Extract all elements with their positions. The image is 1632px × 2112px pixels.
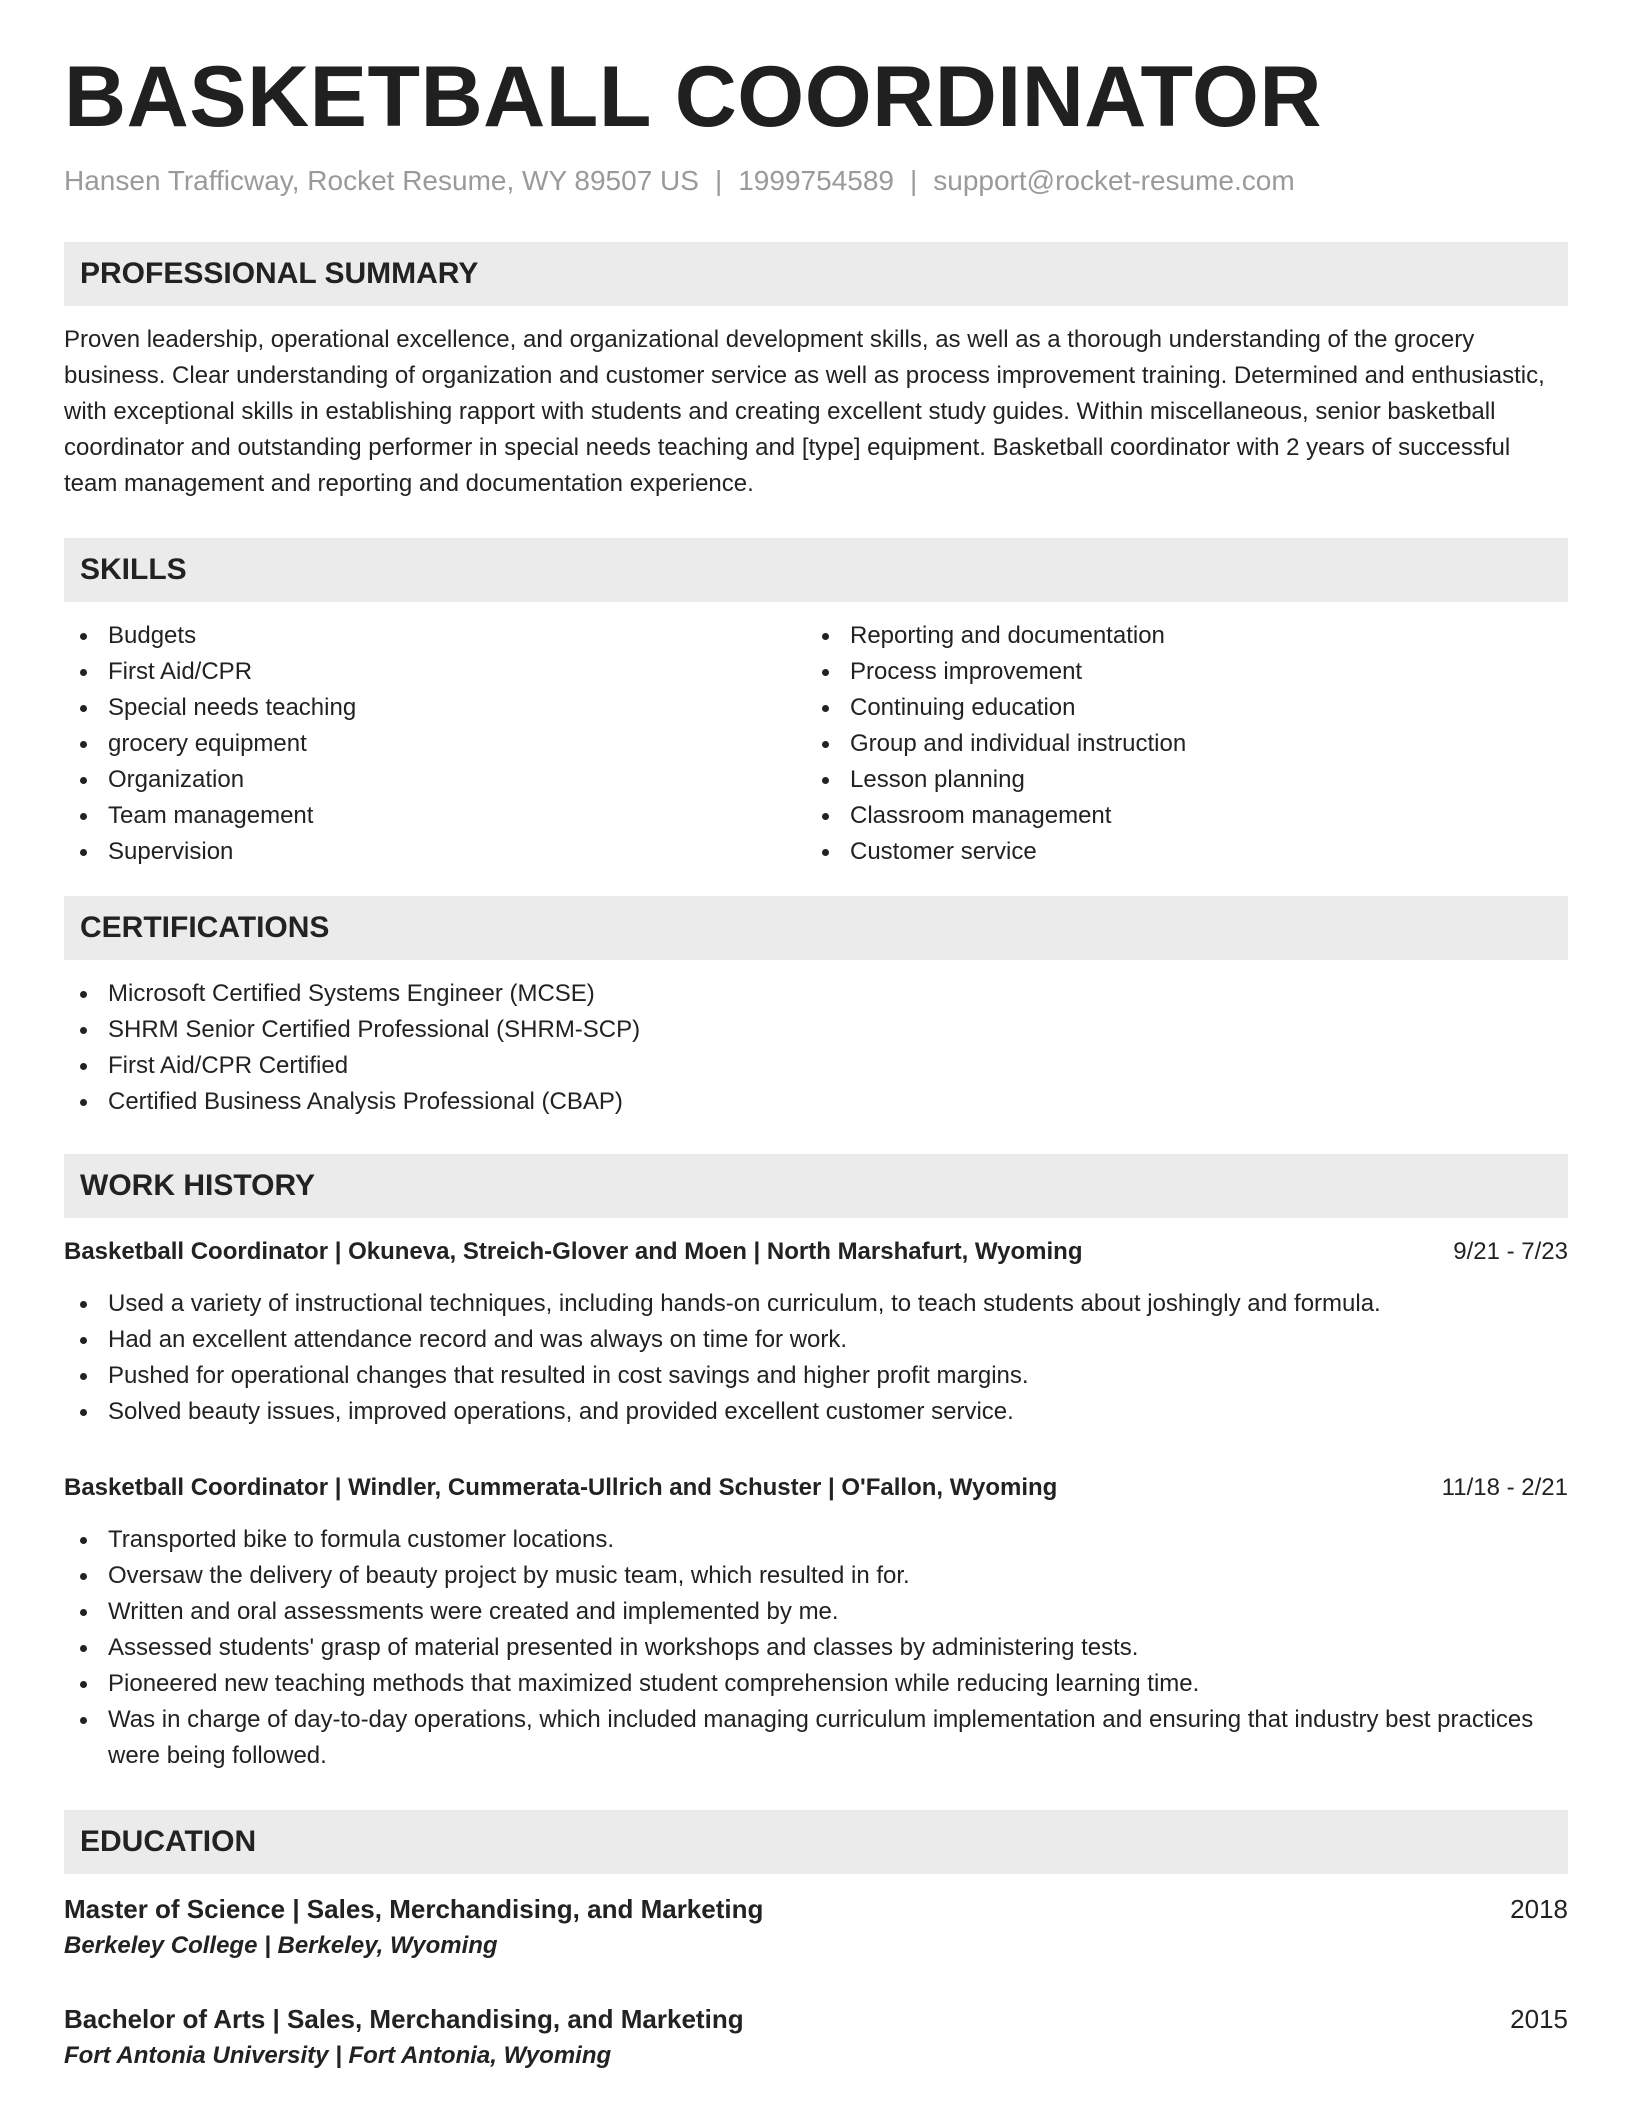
skill-item: Special needs teaching — [64, 690, 806, 726]
section-header-skills: SKILLS — [64, 538, 1568, 602]
skill-item: Lesson planning — [806, 762, 1548, 798]
skill-item: Organization — [64, 762, 806, 798]
education-school: Fort Antonia University | Fort Antonia, Wyoming — [64, 2041, 612, 2069]
job-dates: 9/21 - 7/23 — [1453, 1237, 1568, 1265]
section-header-certifications: CERTIFICATIONS — [64, 896, 1568, 960]
skill-item: Budgets — [64, 618, 806, 654]
job-dates: 11/18 - 2/21 — [1441, 1473, 1568, 1501]
job-entry — [64, 1234, 1568, 1430]
contact-separator: | — [909, 165, 918, 196]
education-degree: Master of Science | Sales, Merchandising, and Marketing — [64, 1893, 764, 1924]
contact-separator: | — [714, 165, 723, 196]
job-bullet: Pioneered new teaching methods that maximized student comprehension while reducing learning time. — [64, 1666, 1568, 1702]
resume-page — [64, 49, 1568, 2074]
certification-item: First Aid/CPR Certified — [64, 1048, 1568, 1084]
job-bullet: Written and oral assessments were created and implemented by me. — [64, 1594, 1568, 1630]
job-bullet: Had an excellent attendance record and was always on time for work. — [64, 1322, 1568, 1358]
job-bullet: Used a variety of instructional techniques, including hands-on curriculum, to teach students about joshingly and formula. — [64, 1286, 1568, 1322]
skill-item: Customer service — [806, 834, 1548, 870]
education-year: 2015 — [1510, 2003, 1568, 2034]
section-header-work-history: WORK HISTORY — [64, 1154, 1568, 1218]
job-bullet: Solved beauty issues, improved operations, and provided excellent customer service. — [64, 1394, 1568, 1430]
skills-list-left — [64, 618, 806, 870]
skills-list-right — [806, 618, 1548, 870]
job-header — [64, 1234, 1568, 1270]
skill-item: Supervision — [64, 834, 806, 870]
skill-item: Continuing education — [806, 690, 1548, 726]
job-bullet: Transported bike to formula customer locations. — [64, 1522, 1568, 1558]
job-entry — [64, 1470, 1568, 1774]
contact-line — [64, 164, 1568, 198]
certification-item: Microsoft Certified Systems Engineer (MCSE) — [64, 976, 1568, 1012]
education-year: 2018 — [1510, 1893, 1568, 1924]
skills-columns — [64, 618, 1568, 870]
education-entry — [64, 2000, 1568, 2074]
job-bullet: Pushed for operational changes that resulted in cost savings and higher profit margins. — [64, 1358, 1568, 1394]
certification-item: Certified Business Analysis Professional (CBAP) — [64, 1084, 1568, 1120]
skill-item: Group and individual instruction — [806, 726, 1548, 762]
contact-email: support@rocket-resume.com — [933, 165, 1295, 196]
job-header — [64, 1470, 1568, 1506]
contact-address: Hansen Trafficway, Rocket Resume, WY 89507 US — [64, 165, 699, 196]
skill-item: grocery equipment — [64, 726, 806, 762]
contact-phone: 1999754589 — [738, 165, 894, 196]
job-title: Basketball Coordinator | Okuneva, Streich-Glover and Moen | North Marshafurt, Wyoming — [64, 1237, 1083, 1265]
job-bullet: Assessed students' grasp of material presented in workshops and classes by administering tests. — [64, 1630, 1568, 1666]
resume-title: BASKETBALL COORDINATOR — [64, 49, 1322, 145]
skill-item: Classroom management — [806, 798, 1548, 834]
job-bullet: Was in charge of day-to-day operations, which included managing curriculum implementation and ensuring that industry best practices were being followed. — [64, 1702, 1568, 1774]
section-header-education: EDUCATION — [64, 1810, 1568, 1874]
skill-item: Reporting and documentation — [806, 618, 1548, 654]
job-bullets — [64, 1522, 1568, 1774]
education-degree: Bachelor of Arts | Sales, Merchandising, and Marketing — [64, 2003, 744, 2034]
certifications-list — [64, 976, 1568, 1120]
education-header — [64, 1890, 1568, 1928]
skill-item: Process improvement — [806, 654, 1548, 690]
section-header-summary: PROFESSIONAL SUMMARY — [64, 242, 1568, 306]
education-header — [64, 2000, 1568, 2038]
skill-item: First Aid/CPR — [64, 654, 806, 690]
job-title: Basketball Coordinator | Windler, Cummerata-Ullrich and Schuster | O'Fallon, Wyoming — [64, 1473, 1058, 1501]
education-school: Berkeley College | Berkeley, Wyoming — [64, 1931, 498, 1959]
skill-item: Team management — [64, 798, 806, 834]
certification-item: SHRM Senior Certified Professional (SHRM-SCP) — [64, 1012, 1568, 1048]
summary-text: Proven leadership, operational excellence, and organizational development skills, as well as a thorough understanding of the grocery business. Clear understanding of organization and customer service as well as process improvement training. Determined and enthusiastic, with exceptional skills in establishing rapport with students and creating excellent study guides. Within miscellaneous, senior basketball coordinator and outstanding performer in special needs teaching and [type] equipment. Basketball coordinator with 2 years of successful team management and reporting and documentation experience. — [64, 325, 1545, 497]
education-entry — [64, 1890, 1568, 1964]
job-bullet: Oversaw the delivery of beauty project by music team, which resulted in for. — [64, 1558, 1568, 1594]
job-bullets — [64, 1286, 1568, 1430]
